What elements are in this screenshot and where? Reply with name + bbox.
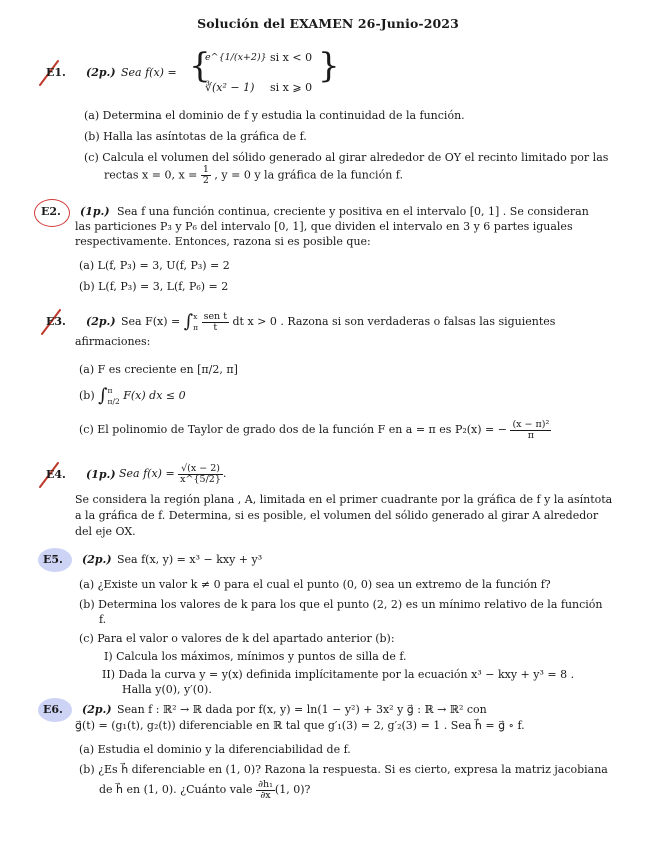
e4-text-line1: Se considera la región plana , A, limitada en el primer cuadrante por la gráfica de f y la asíntota	[75, 493, 613, 506]
e1-c2-pre: rectas x = 0, x =	[104, 168, 198, 182]
e1-intro: Sea f(x) =	[121, 66, 177, 79]
e3-int-den: t	[213, 321, 218, 333]
e3-int-frac	[202, 312, 229, 333]
e1-left-brace: {	[189, 46, 211, 86]
e3-intro: Sea F(x) =	[121, 315, 181, 328]
e3-item-a: (a) F es creciente en [π/2, π]	[79, 363, 238, 376]
e3-item-b	[79, 380, 186, 412]
e6-text-line2: g⃗(t) = (g₁(t), g₂(t)) diferenciable en ℝ tal que g′₁(3) = 2, g′₂(3) = 1 . Sea h⃗ = g⃗ ∘ f.	[75, 719, 525, 732]
e3-label: E3.	[46, 315, 66, 328]
e6-b2-frac	[256, 780, 275, 801]
e1-item-c-line1: (c) Calcula el volumen del sólido generado al girar alrededor de OY el recinto limitado por las	[84, 151, 609, 164]
e1-item-b: (b) Halla las asíntotas de la gráfica de f.	[84, 130, 307, 143]
e6-item-b-line2	[99, 776, 310, 804]
e6-b2-num: ∂h₁	[258, 778, 273, 790]
e4-intro-line	[119, 457, 226, 491]
e5-item-a: (a) ¿Existe un valor k ≠ 0 para el cual el punto (0, 0) sea un extremo de la función f?	[79, 578, 551, 591]
e3-integral-sign: ∫	[183, 311, 194, 332]
e6-label: E6.	[43, 703, 63, 716]
e3-b-expr: F(x) dx ≤ 0	[123, 389, 186, 402]
e5-item-c: (c) Para el valor o valores de k del apartado anterior (b):	[79, 632, 395, 645]
e2-text-line1: Sea f una función continua, creciente y positiva en el intervalo [0, 1] . Se consideran	[117, 205, 589, 218]
e4-num: √(x − 2)	[178, 464, 223, 475]
e1-c2-frac-den: 2	[202, 175, 209, 186]
e6-points: (2p.)	[82, 703, 112, 716]
e1-case1-expr: e^{1/(x+2)}	[205, 52, 267, 63]
e6-b2-den: ∂x	[260, 789, 271, 801]
e1-item-a: (a) Determina el dominio de f y estudia la continuidad de la función.	[84, 109, 465, 122]
e5-intro: Sea f(x, y) = x³ − kxy + y³	[117, 553, 263, 566]
e4-frac	[178, 464, 223, 485]
e3-c-frac	[510, 420, 551, 441]
e3-b-limits	[108, 385, 120, 407]
e6-b2-pre: de h⃗ en (1, 0). ¿Cuánto vale	[99, 783, 253, 796]
e3-points: (2p.)	[86, 315, 116, 328]
e6-item-b-line1: (b) ¿Es h⃗ diferenciable en (1, 0)? Razona la respuesta. Si es cierto, expresa la matriz jacobiana	[79, 763, 608, 776]
e4-text-line3: del eje OX.	[75, 525, 136, 538]
e2-item-a: (a) L(f, P₃) = 3, U(f, P₃) = 2	[79, 259, 230, 272]
e3-after: dt x > 0 . Razona si son verdaderas o falsas las siguientes	[232, 315, 556, 328]
e5-item-c-i: I) Calcula los máximos, mínimos y puntos de silla de f.	[104, 650, 407, 663]
e4-points: (1p.)	[86, 468, 116, 481]
e3-item-c	[79, 416, 551, 444]
e3-c-den: π	[527, 429, 534, 441]
e1-c2-frac-num: 1	[202, 164, 209, 175]
e1-case2-cond: si x ⩾ 0	[270, 81, 313, 94]
e4-text-line2: a la gráfica de f. Determina, si es posible, el volumen del sólido generado al girar A alrededor	[75, 509, 599, 522]
e6-item-a: (a) Estudia el dominio y la diferenciabilidad de f.	[79, 743, 351, 756]
e4-intro: Sea f(x) =	[119, 467, 175, 480]
e2-text-line3: respectivamente. Entonces, razona si es posible que:	[75, 235, 371, 248]
e4-after: .	[222, 467, 227, 480]
e2-points: (1p.)	[80, 205, 110, 218]
e1-item-c-line2	[104, 165, 403, 186]
e3-b-label: (b)	[79, 389, 95, 402]
e3-int-upper: x	[193, 312, 198, 321]
e1-c2-frac	[201, 165, 211, 186]
e6-text-line1: Sean f : ℝ² → ℝ dada por f(x, y) = ln(1 − y²) + 3x² y g⃗ : ℝ → ℝ² con	[117, 703, 487, 716]
e1-label: E1.	[46, 66, 66, 79]
e1-c2-post: , y = 0 y la gráfica de la función f.	[214, 168, 403, 182]
e3-c-num: (x − π)²	[512, 418, 550, 430]
e5-label: E5.	[43, 553, 63, 566]
e3-b-integral-sign: ∫	[98, 385, 108, 406]
e1-case1-cond: si x < 0	[270, 51, 313, 64]
e3-int-num: sen t	[203, 310, 228, 322]
e2-text-line2: las particiones P₃ y P₆ del intervalo [0, 1], que dividen el intervalo en 3 y 6 partes iguales	[75, 220, 573, 233]
e5-item-b-line2: f.	[99, 613, 107, 626]
e2-label: E2.	[41, 205, 61, 218]
e3-intro-line	[121, 306, 555, 338]
e5-item-c-ii-line2: Halla y(0), y′(0).	[122, 683, 212, 696]
e5-points: (2p.)	[82, 553, 112, 566]
e3-c-pre: (c) El polinomio de Taylor de grado dos de la función F en a = π es P₂(x) = −	[79, 423, 507, 436]
e2-item-b: (b) L(f, P₃) = 3, L(f, P₆) = 2	[79, 280, 229, 293]
e3-limits	[193, 311, 198, 333]
e1-right-brace: }	[318, 46, 340, 86]
e6-b2-post: (1, 0)?	[274, 783, 311, 796]
e4-den: x^{5/2}	[180, 473, 221, 485]
e3-b-lower: π/2	[107, 397, 120, 406]
e1-case2-expr: ∛(x² − 1)	[205, 81, 255, 94]
e5-item-b-line1: (b) Determina los valores de k para los que el punto (2, 2) es un mínimo relativo de la función	[79, 598, 603, 611]
page-title: Solución del EXAMEN 26-Junio-2023	[197, 16, 459, 31]
e1-points: (2p.)	[86, 66, 116, 79]
e5-item-c-ii-line1: II) Dada la curva y = y(x) definida implícitamente por la ecuación x³ − kxy + y³ = 8 .	[102, 668, 575, 681]
e3-int-lower: π	[193, 323, 199, 332]
e4-label: E4.	[46, 468, 66, 481]
e3-text-line2: afirmaciones:	[75, 335, 151, 348]
e3-b-upper: π	[107, 386, 113, 395]
